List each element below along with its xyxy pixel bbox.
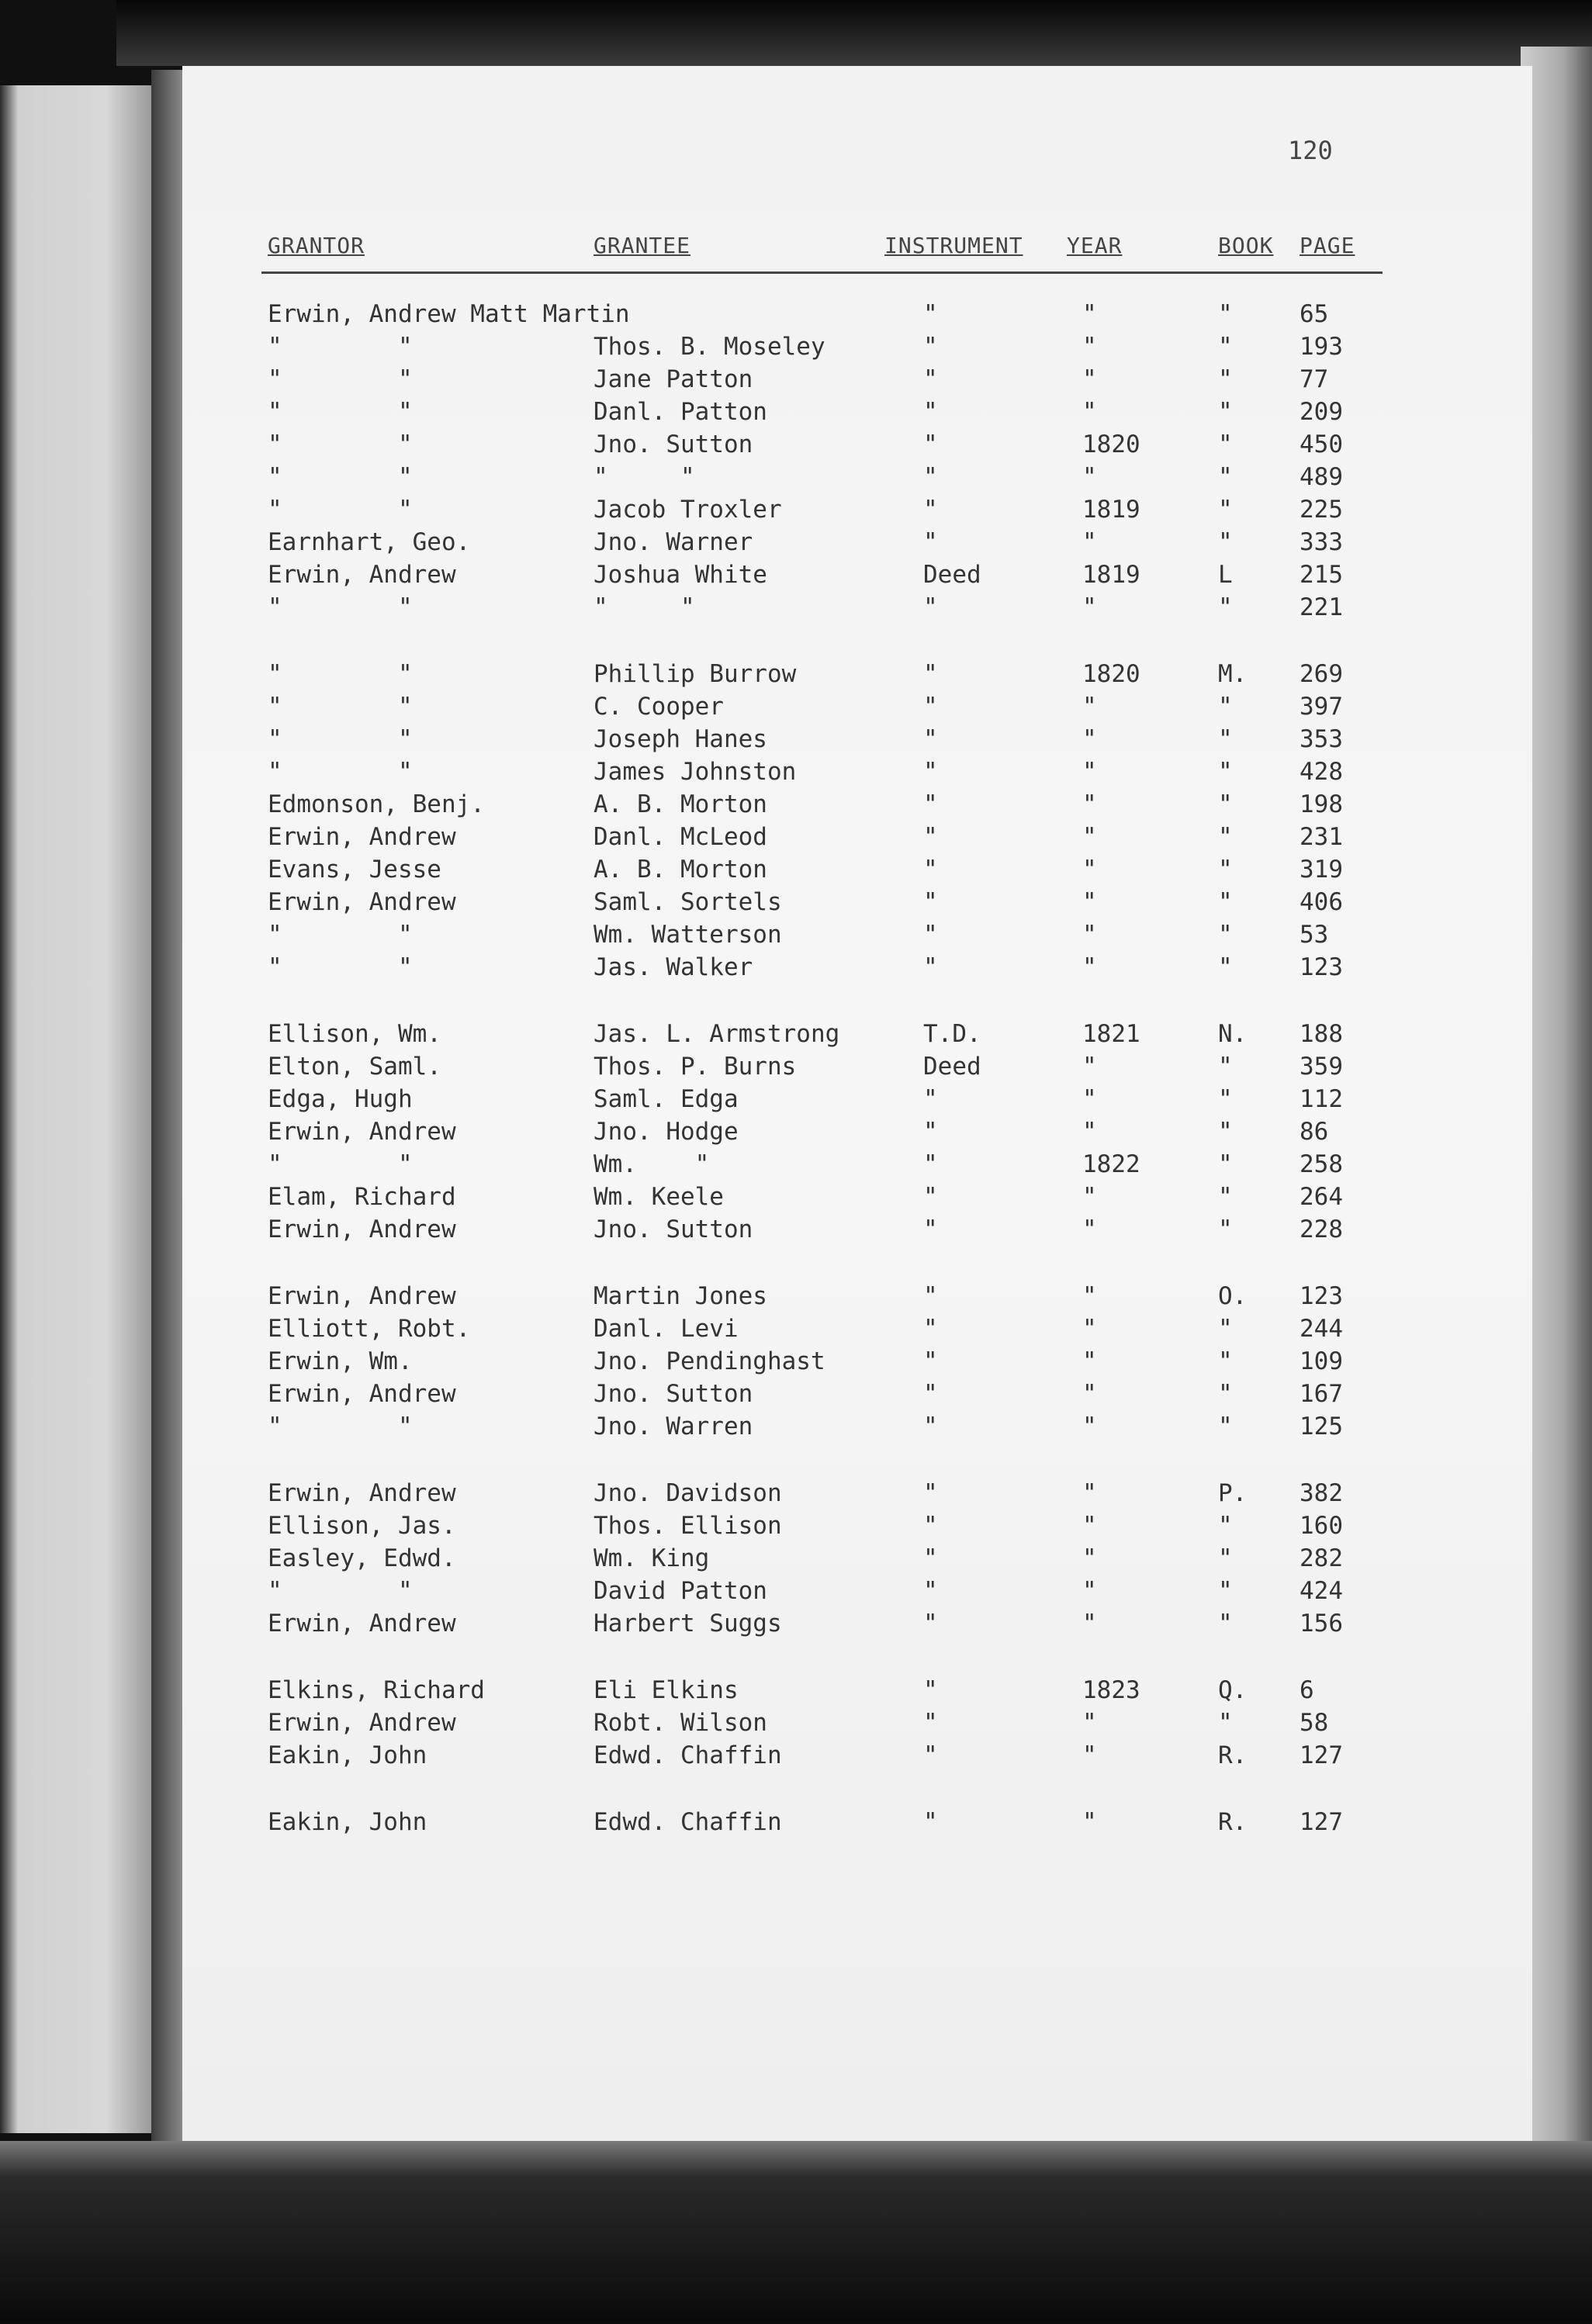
cell-year: ": [1082, 365, 1097, 393]
cell-page: 450: [1300, 431, 1343, 458]
index-row: [182, 1575, 1532, 1606]
cell-year: ": [1082, 463, 1097, 491]
cell-instrument: ": [923, 1610, 938, 1638]
cell-page: 125: [1300, 1413, 1343, 1440]
cell-grantee: Jno. Sutton: [594, 1216, 753, 1243]
cell-year: ": [1082, 1544, 1097, 1572]
cell-book: Q.: [1218, 1676, 1248, 1704]
cell-grantee: Joseph Hanes: [594, 725, 767, 753]
deed-index-page: [182, 66, 1532, 2160]
cell-book: ": [1218, 1085, 1233, 1113]
index-row: [182, 659, 1532, 690]
index-row: [182, 1378, 1532, 1409]
cell-page: 188: [1300, 1020, 1343, 1048]
cell-grantee: Saml. Sortels: [594, 888, 782, 916]
index-row: [182, 756, 1532, 787]
cell-book: ": [1218, 1709, 1233, 1737]
cell-year: ": [1082, 1118, 1097, 1146]
cell-grantee: Jno. Warner: [594, 528, 753, 556]
cell-instrument: ": [923, 1741, 938, 1769]
cell-grantee: Danl. Patton: [594, 398, 767, 426]
cell-year: ": [1082, 528, 1097, 556]
cell-year: ": [1082, 823, 1097, 851]
cell-page: 269: [1300, 660, 1343, 688]
cell-book: ": [1218, 856, 1233, 884]
index-row: [182, 724, 1532, 755]
cell-page: 127: [1300, 1808, 1343, 1836]
cell-year: ": [1082, 333, 1097, 361]
index-row: [182, 1740, 1532, 1771]
cell-grantor: Erwin, Andrew: [268, 1479, 456, 1507]
adjacent-page-fragment: [0, 85, 151, 2133]
cell-instrument: ": [923, 1413, 938, 1440]
cell-grantor: Elliott, Robt.: [268, 1315, 471, 1343]
cell-grantee: " ": [594, 593, 695, 621]
cell-book: ": [1218, 496, 1233, 524]
cell-instrument: ": [923, 921, 938, 949]
cell-grantee: James Johnston: [594, 758, 797, 786]
cell-year: ": [1082, 953, 1097, 981]
cell-grantor: Erwin, Andrew: [268, 1216, 456, 1243]
index-row: [182, 821, 1532, 852]
index-row: [182, 1051, 1532, 1082]
cell-year: ": [1082, 790, 1097, 818]
cell-instrument: ": [923, 496, 938, 524]
cell-instrument: ": [923, 693, 938, 721]
cell-grantee: " ": [594, 463, 695, 491]
cell-instrument: ": [923, 1150, 938, 1178]
cell-grantee: Eli Elkins: [594, 1676, 739, 1704]
cell-instrument: ": [923, 856, 938, 884]
cell-instrument: ": [923, 1676, 938, 1704]
cell-book: N.: [1218, 1020, 1248, 1048]
cell-grantee: Jas. L. Armstrong: [594, 1020, 840, 1048]
cell-year: ": [1082, 1709, 1097, 1737]
cell-page: 167: [1300, 1380, 1343, 1408]
cell-instrument: ": [923, 823, 938, 851]
cell-book: R.: [1218, 1741, 1248, 1769]
cell-instrument: ": [923, 725, 938, 753]
cell-grantee: Jas. Walker: [594, 953, 753, 981]
cell-page: 428: [1300, 758, 1343, 786]
cell-page: 65: [1300, 300, 1329, 328]
cell-instrument: ": [923, 431, 938, 458]
cell-book: ": [1218, 1118, 1233, 1146]
cell-grantee: Edwd. Chaffin: [594, 1808, 782, 1836]
cell-book: ": [1218, 921, 1233, 949]
cell-instrument: ": [923, 333, 938, 361]
cell-instrument: ": [923, 1183, 938, 1211]
cell-grantor: Erwin, Andrew: [268, 1282, 456, 1310]
cell-page: 228: [1300, 1216, 1343, 1243]
cell-page: 112: [1300, 1085, 1343, 1113]
cell-instrument: ": [923, 463, 938, 491]
index-row: [182, 1116, 1532, 1147]
cell-page: 353: [1300, 725, 1343, 753]
cell-year: ": [1082, 856, 1097, 884]
cell-grantee: Thos. B. Moseley: [594, 333, 825, 361]
cell-instrument: ": [923, 660, 938, 688]
cell-grantee: Jno. Warren: [594, 1413, 753, 1440]
cell-grantee: Robt. Wilson: [594, 1709, 767, 1737]
scan-top-edge: [116, 0, 1592, 66]
cell-instrument: ": [923, 1479, 938, 1507]
cell-instrument: Deed: [923, 561, 981, 589]
cell-year: ": [1082, 1808, 1097, 1836]
cell-book: ": [1218, 1150, 1233, 1178]
cell-grantee: Thos. P. Burns: [594, 1053, 797, 1081]
cell-grantor: Erwin, Andrew: [268, 823, 456, 851]
cell-year: 1821: [1082, 1020, 1140, 1048]
cell-page: 264: [1300, 1183, 1343, 1211]
cell-book: ": [1218, 1183, 1233, 1211]
cell-grantor: Edga, Hugh: [268, 1085, 413, 1113]
index-row: [182, 854, 1532, 885]
cell-book: ": [1218, 823, 1233, 851]
cell-instrument: ": [923, 1216, 938, 1243]
index-row: [182, 691, 1532, 722]
cell-instrument: ": [923, 1709, 938, 1737]
cell-book: M.: [1218, 660, 1248, 688]
cell-instrument: ": [923, 1544, 938, 1572]
cell-instrument: ": [923, 1282, 938, 1310]
header-instrument: INSTRUMENT: [884, 233, 1023, 258]
cell-book: ": [1218, 1577, 1233, 1605]
cell-book: ": [1218, 693, 1233, 721]
index-row: [182, 919, 1532, 950]
cell-page: 86: [1300, 1118, 1329, 1146]
cell-page: 53: [1300, 921, 1329, 949]
cell-book: ": [1218, 888, 1233, 916]
cell-grantor: Eakin, John: [268, 1808, 427, 1836]
cell-instrument: ": [923, 1380, 938, 1408]
cell-book: ": [1218, 463, 1233, 491]
cell-grantee: Martin Jones: [594, 1282, 767, 1310]
index-row: [182, 1313, 1532, 1344]
cell-page: 6: [1300, 1676, 1314, 1704]
index-row: [182, 1608, 1532, 1639]
cell-page: 109: [1300, 1347, 1343, 1375]
cell-book: ": [1218, 300, 1233, 328]
index-row: [182, 331, 1532, 362]
cell-instrument: ": [923, 1118, 938, 1146]
cell-book: ": [1218, 1512, 1233, 1540]
cell-grantee: Danl. McLeod: [594, 823, 767, 851]
cell-page: 160: [1300, 1512, 1343, 1540]
cell-grantor: Erwin, Andrew Matt Martin: [268, 300, 630, 328]
book-gutter: [151, 70, 182, 2149]
index-row: [182, 1478, 1532, 1509]
cell-grantee: Jacob Troxler: [594, 496, 782, 524]
column-header-row: [261, 233, 1383, 274]
cell-year: ": [1082, 1183, 1097, 1211]
cell-grantee: Saml. Edga: [594, 1085, 739, 1113]
cell-page: 231: [1300, 823, 1343, 851]
cell-book: R.: [1218, 1808, 1248, 1836]
cell-grantor: " ": [268, 921, 413, 949]
cell-book: ": [1218, 953, 1233, 981]
cell-page: 221: [1300, 593, 1343, 621]
cell-year: ": [1082, 1216, 1097, 1243]
cell-grantor: " ": [268, 1150, 413, 1178]
cell-grantee: Jno. Hodge: [594, 1118, 739, 1146]
cell-grantor: " ": [268, 333, 413, 361]
cell-book: ": [1218, 1216, 1233, 1243]
cell-year: ": [1082, 1610, 1097, 1638]
cell-grantor: Elam, Richard: [268, 1183, 456, 1211]
cell-instrument: ": [923, 1347, 938, 1375]
cell-year: ": [1082, 398, 1097, 426]
index-row: [182, 494, 1532, 525]
cell-grantor: Ellison, Wm.: [268, 1020, 441, 1048]
cell-page: 406: [1300, 888, 1343, 916]
cell-grantee: Joshua White: [594, 561, 767, 589]
cell-page: 333: [1300, 528, 1343, 556]
cell-grantee: A. B. Morton: [594, 790, 767, 818]
index-row: [182, 1807, 1532, 1838]
index-row: [182, 1346, 1532, 1377]
cell-book: ": [1218, 1413, 1233, 1440]
cell-grantor: " ": [268, 660, 413, 688]
cell-year: ": [1082, 300, 1097, 328]
cell-year: ": [1082, 1479, 1097, 1507]
cell-grantor: Erwin, Andrew: [268, 561, 456, 589]
index-row: [182, 1018, 1532, 1050]
cell-grantee: A. B. Morton: [594, 856, 767, 884]
index-row: [182, 1510, 1532, 1541]
cell-grantor: Elton, Saml.: [268, 1053, 441, 1081]
cell-year: 1820: [1082, 660, 1140, 688]
cell-grantee: Jane Patton: [594, 365, 753, 393]
cell-grantee: Jno. Davidson: [594, 1479, 782, 1507]
cell-grantor: " ": [268, 1577, 413, 1605]
cell-book: ": [1218, 365, 1233, 393]
cell-year: 1822: [1082, 1150, 1140, 1178]
cell-book: ": [1218, 333, 1233, 361]
cell-instrument: ": [923, 888, 938, 916]
cell-grantor: Easley, Edwd.: [268, 1544, 456, 1572]
cell-grantee: Phillip Burrow: [594, 660, 797, 688]
cell-page: 359: [1300, 1053, 1343, 1081]
cell-instrument: ": [923, 1085, 938, 1113]
index-row: [182, 559, 1532, 590]
cell-year: ": [1082, 1085, 1097, 1113]
cell-year: ": [1082, 1577, 1097, 1605]
cell-year: ": [1082, 593, 1097, 621]
cell-grantee: Wm. Keele: [594, 1183, 724, 1211]
cell-grantor: Elkins, Richard: [268, 1676, 485, 1704]
index-row: [182, 364, 1532, 395]
cell-grantor: " ": [268, 398, 413, 426]
cell-page: 319: [1300, 856, 1343, 884]
index-row: [182, 592, 1532, 623]
cell-instrument: ": [923, 1315, 938, 1343]
header-book: BOOK: [1218, 233, 1274, 258]
cell-grantor: Erwin, Andrew: [268, 1709, 456, 1737]
cell-year: ": [1082, 921, 1097, 949]
index-row: [182, 1543, 1532, 1574]
cell-instrument: ": [923, 300, 938, 328]
cell-instrument: ": [923, 528, 938, 556]
cell-year: ": [1082, 1380, 1097, 1408]
cell-book: O.: [1218, 1282, 1248, 1310]
cell-page: 244: [1300, 1315, 1343, 1343]
cell-grantor: " ": [268, 593, 413, 621]
index-row: [182, 887, 1532, 918]
cell-grantee: Wm. Watterson: [594, 921, 782, 949]
cell-book: ": [1218, 758, 1233, 786]
cell-grantor: Erwin, Andrew: [268, 1380, 456, 1408]
cell-page: 382: [1300, 1479, 1343, 1507]
index-row: [182, 789, 1532, 820]
cell-year: 1823: [1082, 1676, 1140, 1704]
cell-page: 209: [1300, 398, 1343, 426]
header-year: YEAR: [1067, 233, 1123, 258]
header-page: PAGE: [1300, 233, 1355, 258]
cell-page: 282: [1300, 1544, 1343, 1572]
cell-grantor: Evans, Jesse: [268, 856, 441, 884]
cell-grantor: Erwin, Andrew: [268, 1118, 456, 1146]
cell-book: ": [1218, 398, 1233, 426]
cell-page: 193: [1300, 333, 1343, 361]
cell-instrument: ": [923, 593, 938, 621]
index-row: [182, 1181, 1532, 1212]
cell-year: ": [1082, 725, 1097, 753]
cell-instrument: ": [923, 953, 938, 981]
cell-grantor: " ": [268, 758, 413, 786]
cell-instrument: ": [923, 1808, 938, 1836]
index-row: [182, 1411, 1532, 1442]
cell-book: ": [1218, 528, 1233, 556]
cell-year: ": [1082, 1053, 1097, 1081]
cell-book: ": [1218, 1315, 1233, 1343]
cell-page: 58: [1300, 1709, 1329, 1737]
cell-grantor: " ": [268, 1413, 413, 1440]
cell-page: 397: [1300, 693, 1343, 721]
cell-grantee: Wm. King: [594, 1544, 710, 1572]
cell-grantor: Erwin, Andrew: [268, 888, 456, 916]
cell-year: 1819: [1082, 561, 1140, 589]
cell-page: 258: [1300, 1150, 1343, 1178]
cell-year: ": [1082, 1413, 1097, 1440]
cell-grantee: David Patton: [594, 1577, 767, 1605]
index-row: [182, 1281, 1532, 1312]
page-number: 120: [1288, 136, 1333, 165]
index-row: [182, 462, 1532, 493]
index-row: [182, 527, 1532, 558]
cell-page: 127: [1300, 1741, 1343, 1769]
cell-grantee: Danl. Levi: [594, 1315, 739, 1343]
cell-year: ": [1082, 1315, 1097, 1343]
cell-book: ": [1218, 1053, 1233, 1081]
cell-book: ": [1218, 1347, 1233, 1375]
cell-grantor: Erwin, Andrew: [268, 1610, 456, 1638]
cell-grantee: Jno. Sutton: [594, 431, 753, 458]
cell-page: 489: [1300, 463, 1343, 491]
index-row: [182, 1707, 1532, 1738]
cell-page: 215: [1300, 561, 1343, 589]
cell-instrument: ": [923, 365, 938, 393]
cell-page: 156: [1300, 1610, 1343, 1638]
index-row: [182, 396, 1532, 427]
cell-grantor: Erwin, Wm.: [268, 1347, 413, 1375]
cell-book: L: [1218, 561, 1233, 589]
cell-year: ": [1082, 1741, 1097, 1769]
cell-grantor: Eakin, John: [268, 1741, 427, 1769]
header-grantee: GRANTEE: [594, 233, 691, 258]
index-row: [182, 1214, 1532, 1245]
cell-grantor: " ": [268, 725, 413, 753]
index-row: [182, 1084, 1532, 1115]
cell-grantee: C. Cooper: [594, 693, 724, 721]
cell-year: ": [1082, 758, 1097, 786]
cell-grantor: Edmonson, Benj.: [268, 790, 485, 818]
header-grantor: GRANTOR: [268, 233, 365, 258]
cell-book: ": [1218, 1380, 1233, 1408]
cell-instrument: ": [923, 758, 938, 786]
cell-grantee: Harbert Suggs: [594, 1610, 782, 1638]
index-row: [182, 299, 1532, 330]
cell-grantee: Jno. Pendinghast: [594, 1347, 825, 1375]
index-row: [182, 1149, 1532, 1180]
cell-instrument: T.D.: [923, 1020, 981, 1048]
cell-instrument: ": [923, 398, 938, 426]
cell-grantee: Jno. Sutton: [594, 1380, 753, 1408]
cell-book: ": [1218, 431, 1233, 458]
cell-book: ": [1218, 790, 1233, 818]
index-row: [182, 952, 1532, 983]
cell-grantor: " ": [268, 496, 413, 524]
cell-year: ": [1082, 693, 1097, 721]
cell-page: 424: [1300, 1577, 1343, 1605]
cell-book: P.: [1218, 1479, 1248, 1507]
cell-grantor: " ": [268, 463, 413, 491]
cell-book: ": [1218, 1544, 1233, 1572]
scan-bottom-edge: [0, 2141, 1592, 2324]
cell-grantor: " ": [268, 365, 413, 393]
cell-page: 123: [1300, 1282, 1343, 1310]
cell-instrument: ": [923, 1512, 938, 1540]
cell-instrument: Deed: [923, 1053, 981, 1081]
cell-year: 1820: [1082, 431, 1140, 458]
cell-year: 1819: [1082, 496, 1140, 524]
cell-year: ": [1082, 1347, 1097, 1375]
cell-year: ": [1082, 1282, 1097, 1310]
cell-grantor: " ": [268, 693, 413, 721]
cell-book: ": [1218, 593, 1233, 621]
cell-grantor: " ": [268, 431, 413, 458]
cell-book: ": [1218, 1610, 1233, 1638]
cell-page: 198: [1300, 790, 1343, 818]
index-row: [182, 429, 1532, 460]
cell-page: 225: [1300, 496, 1343, 524]
cell-book: ": [1218, 725, 1233, 753]
cell-instrument: ": [923, 1577, 938, 1605]
cell-grantee: Wm. ": [594, 1150, 710, 1178]
cell-grantor: Earnhart, Geo.: [268, 528, 471, 556]
cell-page: 77: [1300, 365, 1329, 393]
cell-grantor: " ": [268, 953, 413, 981]
cell-page: 123: [1300, 953, 1343, 981]
cell-grantor: Ellison, Jas.: [268, 1512, 456, 1540]
index-row: [182, 1675, 1532, 1706]
cell-grantee: Edwd. Chaffin: [594, 1741, 782, 1769]
cell-grantee: Thos. Ellison: [594, 1512, 782, 1540]
cell-year: ": [1082, 1512, 1097, 1540]
cell-year: ": [1082, 888, 1097, 916]
cell-instrument: ": [923, 790, 938, 818]
